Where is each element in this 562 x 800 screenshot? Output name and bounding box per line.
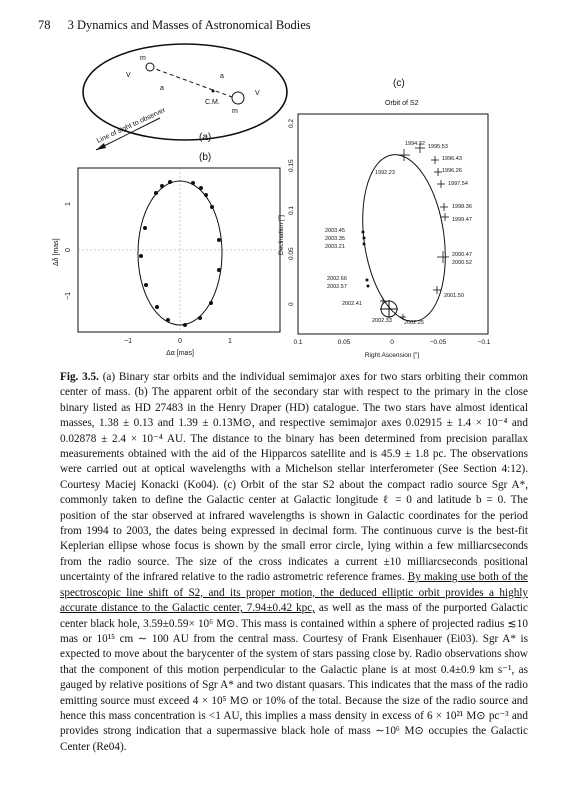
panel-b-ytick: 1	[65, 202, 72, 206]
epoch-label: 1998.36	[452, 204, 472, 210]
panel-c-ylabel: Declination ["]	[278, 215, 285, 255]
panel-c-xtick: −0.1	[477, 339, 491, 346]
epoch-label: 2003.45	[325, 228, 345, 234]
panel-c-xtick: 0.05	[337, 339, 351, 346]
panel-b-ylabel: Δδ [mas]	[53, 238, 60, 266]
panel-b-label: (b)	[199, 152, 212, 163]
label-aa: a	[160, 85, 164, 92]
label-ma: m	[140, 55, 146, 62]
panel-c-ytick: 0	[288, 302, 295, 306]
epoch-label: 2003.21	[325, 244, 345, 250]
caption-part-3: as well as the mass of the purported Galactic center black hole, 3.59±0.59× 10⁶ M⊙. This mass is contained within a sphere of projected radius ≲10 mas or 10¹⁵ cm ∼ 100 AU from the central mass. Courtesy of Frank Eisenhauer (Ei03). Sgr A* is expected to move about the barycenter of the system of stars passing close by. Radio observations show that the component of this motion perpendicular to the Galactic plane is at most 0.4±0.9 km s⁻¹, as gauged by relative positions of Sgr A* and two distant quasars. This indicates that the mass of the radio emitting source must exceed 4 × 10⁵ M⊙ or 10% of the total. Because the size of the radio source and hence this mass concentration is <1 AU, this implies a mass density in excess of 6 × 10²¹ M⊙ pc⁻³ and provides strong indication that a supermassive black hole of mass ∼10⁶ M⊙ occupies the Galactic Center (Re04).	[60, 602, 528, 753]
epoch-label: 2002.33	[372, 318, 392, 324]
panel-b-xlabel: Δα [mas]	[166, 350, 194, 357]
panel-c-xtick: 0	[390, 339, 394, 346]
figure-3-5	[0, 0, 562, 370]
panel-c-label: (c)	[393, 78, 405, 89]
panel-c-xlabel: Right Ascension ["]	[364, 352, 420, 359]
panel-c-ytick: 0.05	[288, 247, 295, 260]
epoch-label: 2000.47	[452, 252, 472, 258]
panel-c-ytick: 0.15	[288, 159, 295, 172]
figure-caption	[60, 370, 528, 755]
panel-b-ytick: −1	[65, 292, 72, 300]
panel-b-ytick: 0	[65, 248, 72, 252]
epoch-label: 2002.41	[342, 301, 362, 307]
panel-c-ytick: 0.1	[288, 205, 295, 215]
epoch-label: 1996.43	[442, 156, 462, 162]
epoch-label: 2000.52	[452, 260, 472, 266]
caption-highlighted-passage: By making use both of the spectroscopic line shift of S2, and its proper motion, the deduced elliptic orbit provides a highly accurate distance to the Galactic center, 7.94±0.42 kpc,	[60, 571, 529, 615]
epoch-label: 1992.23	[375, 170, 395, 176]
epoch-label: 1995.53	[428, 144, 448, 150]
epoch-label: 2002.57	[327, 284, 347, 290]
panel-c-title: Orbit of S2	[385, 100, 419, 107]
chapter-title: 3 Dynamics and Masses of Astronomical Bodies	[67, 18, 311, 32]
panel-c-xtick: −0.05	[429, 339, 447, 346]
panel-b-xtick: 1	[228, 338, 232, 345]
epoch-label: 1997.54	[448, 181, 468, 187]
panel-c	[278, 78, 491, 359]
line-of-sight-label: Line of sight to observer	[95, 106, 167, 145]
label-vb: V	[255, 90, 260, 97]
label-ab: a	[220, 73, 224, 80]
panel-a	[83, 44, 287, 150]
caption-part-1: (a) Binary star orbits and the individual semimajor axes for two stars orbiting their common center of mass. (b) The apparent orbit of the secondary star with respect to the primary in the close binary listed as HD 27483 in the Henry Draper (HD) catalogue. The two stars have almost identical masses, 1.38 ± 0.13 and 1.39 ± 0.13M⊙, and respective semimajor axes 0.02915 ± 1.4 × 10⁻⁴ and 0.02878 ± 2.4 × 10⁻⁴ AU. The distance to the binary has been determined from precision parallax measurements obtained with the aid of the Hipparcos satellite and is 45.9 ± 1.8 pc. The observations were carried out at optical wavelengths with a Michelson stellar interferometer (See Section 4:12). Courtesy Maciej Konacki (Ko04). (c) Orbit of the star S2 about the compact radio source Sgr A*, commonly taken to define the Galactic center at Galactic longitude ℓ = 0 and latitude b = 0. The position of the star observed at infrared wavelengths is shown in Galactic coordinates for the period from 1994 to 2003, the dates being expressed in decimal form. The continuous curve is the best-fit Keplerian ellipse whose focus is shown by the small error circle, lying within a few milliarcseconds from the radio source. The size of the cross indicates a current ±10 milliarcseconds positional uncertainty of the infrared relative to the radio astrometric reference frames.	[60, 371, 528, 584]
figure-number: Fig. 3.5.	[60, 371, 99, 383]
epoch-label: 2002.25	[404, 320, 424, 326]
panel-b	[53, 152, 280, 357]
panel-a-label: (a)	[199, 132, 212, 143]
epoch-label: 1994.32	[405, 141, 425, 147]
epoch-label: 1999.47	[452, 217, 472, 223]
label-cm: C.M.	[205, 99, 220, 106]
epoch-label: 2003.35	[325, 236, 345, 242]
label-mb: m	[232, 108, 238, 115]
panel-b-xtick: −1	[124, 338, 132, 345]
label-va: V	[126, 72, 131, 79]
page-number: 78	[38, 18, 51, 32]
epoch-label: 2001.50	[444, 293, 464, 299]
panel-c-ytick: 0.2	[288, 118, 295, 128]
epoch-label: 2002.66	[327, 276, 347, 282]
panel-b-xtick: 0	[178, 338, 182, 345]
panel-c-xtick: 0.1	[293, 339, 303, 346]
epoch-label: 1996.26	[442, 168, 462, 174]
